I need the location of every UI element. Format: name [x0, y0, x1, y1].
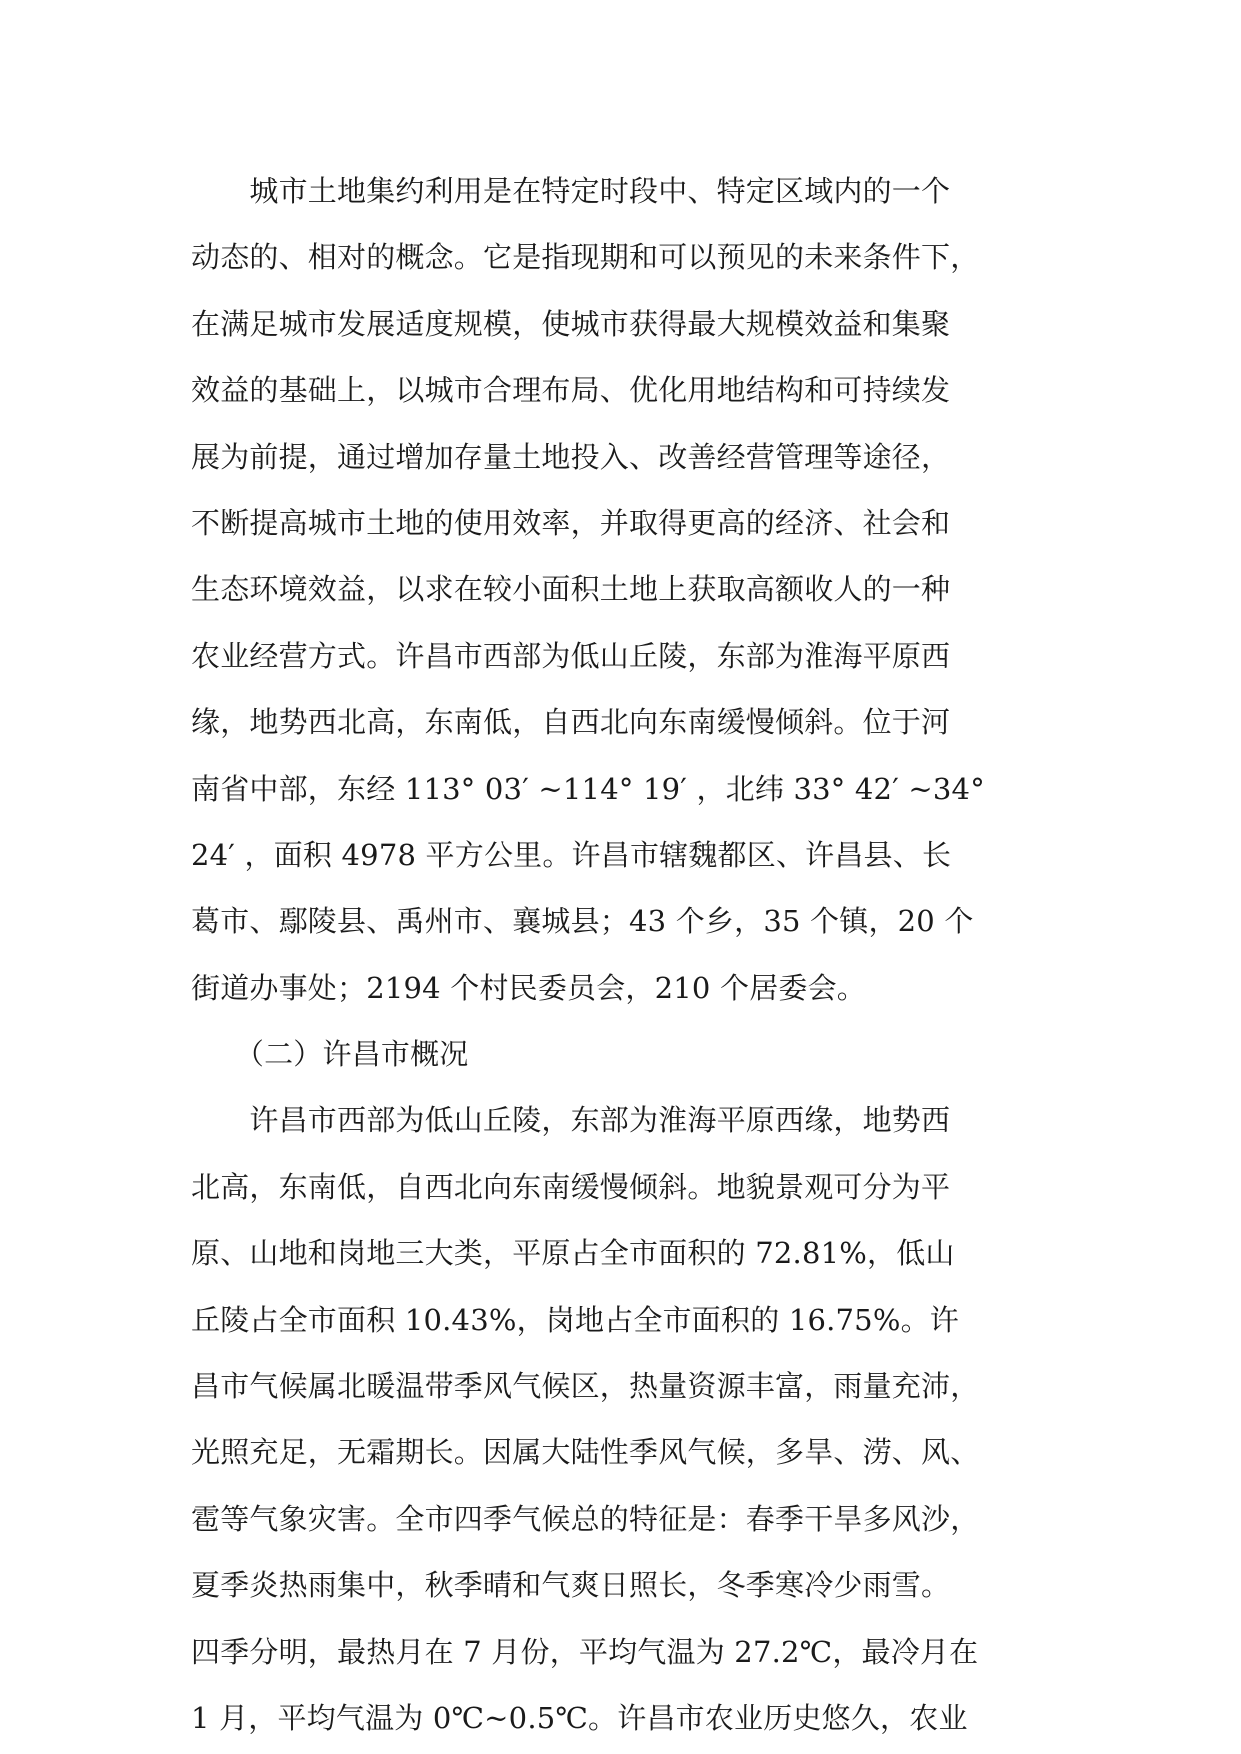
section-heading: （二）许昌市概况 — [191, 1037, 469, 1072]
text-line: 效益的基础上，以城市合理布局、优化用地结构和可持续发 — [191, 373, 951, 408]
text-line: 北高，东南低，自西北向东南缓慢倾斜。地貌景观可分为平 — [191, 1169, 951, 1204]
text-line: 丘陵占全市面积 10.43%，岗地占全市面积的 16.75%。许 — [191, 1302, 959, 1337]
text-line: 光照充足，无霜期长。因属大陆性季风气候，多旱、涝、风、 — [191, 1435, 980, 1470]
text-line: 不断提高城市土地的使用效率，并取得更高的经济、社会和 — [191, 505, 951, 540]
text-line: 24′ ，面积 4978 平方公里。许昌市辖魏都区、许昌县、长 — [191, 837, 952, 872]
text-line: 农业经营方式。许昌市西部为低山丘陵，东部为淮海平原西 — [191, 638, 951, 673]
text-line: 生态环境效益，以求在较小面积土地上获取高额收人的一种 — [191, 572, 951, 607]
text-line: 街道办事处；2194 个村民委员会，210 个居委会。 — [191, 970, 866, 1005]
text-line: 四季分明，最热月在 7 月份，平均气温为 27.2℃，最冷月在 — [191, 1634, 979, 1669]
text-line: 动态的、相对的概念。它是指现期和可以预见的未来条件下， — [191, 240, 980, 275]
text-line: 在满足城市发展适度规模，使城市获得最大规模效益和集聚 — [191, 306, 951, 341]
text-line: 展为前提，通过增加存量土地投入、改善经营管理等途径， — [191, 439, 951, 474]
text-line: 原、山地和岗地三大类，平原占全市面积的 72.81%，低山 — [191, 1236, 955, 1271]
text-line: 昌市气候属北暖温带季风气候区，热量资源丰富，雨量充沛， — [191, 1369, 980, 1404]
text-line: 1 月，平均气温为 0℃~0.5℃。许昌市农业历史悠久，农业 — [191, 1700, 968, 1735]
body-text — [191, 158, 1051, 1751]
text-line: 葛市、鄢陵县、禹州市、襄城县；43 个乡，35 个镇，20 个 — [191, 904, 974, 939]
text-line: 城市土地集约利用是在特定时段中、特定区域内的一个 — [191, 174, 951, 208]
text-line: 雹等气象灾害。全市四季气候总的特征是：春季干旱多风沙， — [191, 1501, 980, 1536]
text-line: 南省中部，东经 113° 03′ ~114° 19′ ，北纬 33° 42′ ~34° — [191, 771, 985, 806]
text-line: 缘，地势西北高，东南低，自西北向东南缓慢倾斜。位于河 — [191, 705, 951, 740]
text-line: 许昌市西部为低山丘陵，东部为淮海平原西缘，地势西 — [191, 1103, 951, 1138]
text-line: 夏季炎热雨集中，秋季晴和气爽日照长，冬季寒冷少雨雪。 — [191, 1568, 951, 1603]
